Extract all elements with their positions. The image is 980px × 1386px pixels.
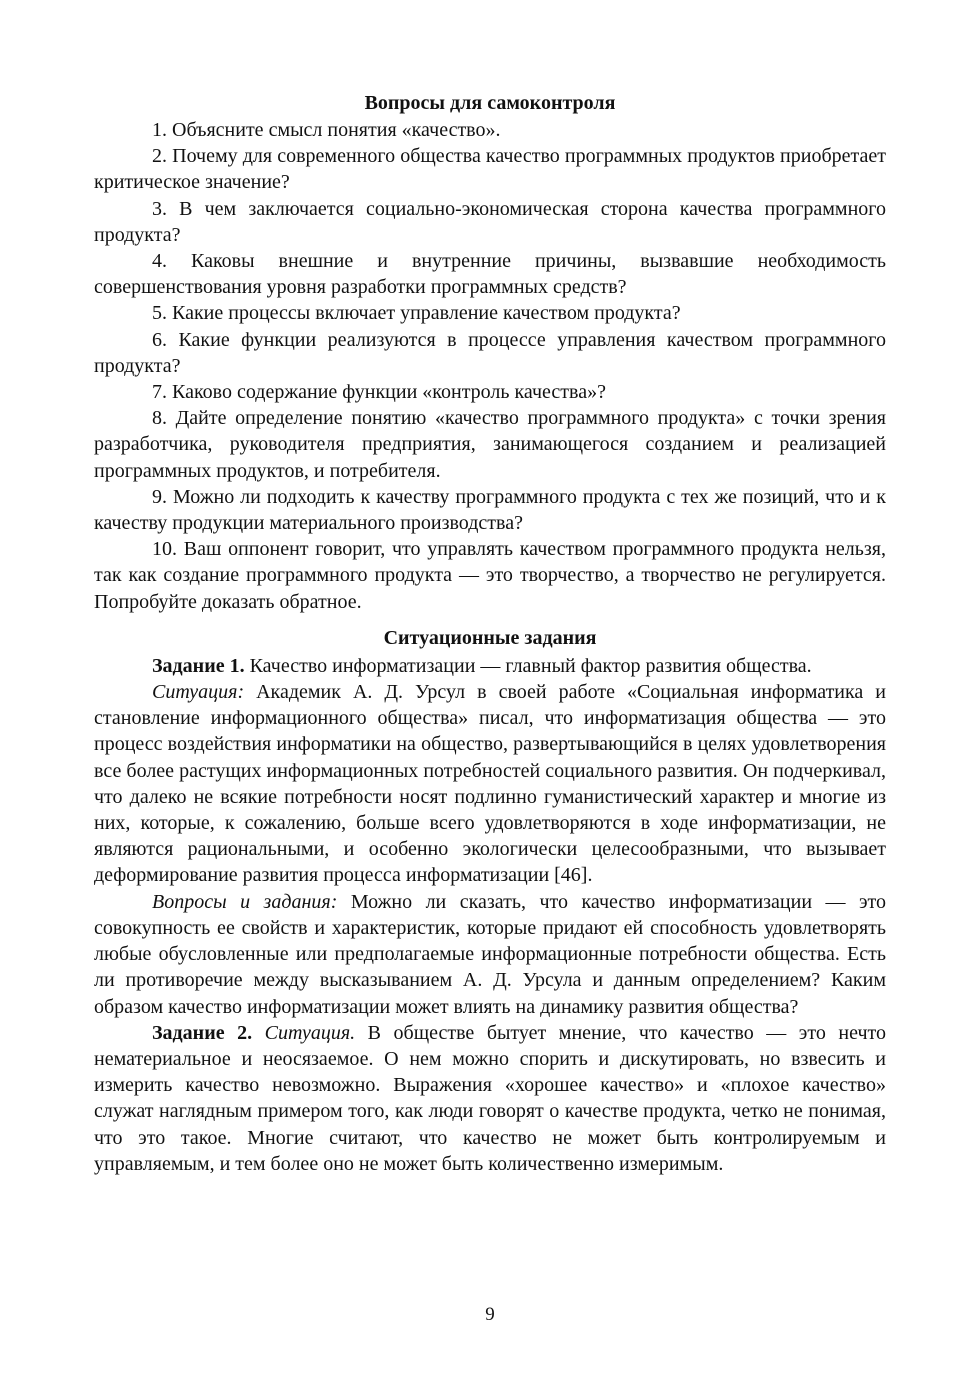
question-4: 4. Каковы внешние и внутренние причины, вызвавшие необходимость совершенствования уровня разработки программных средств? <box>94 250 886 299</box>
page-content <box>94 90 886 1177</box>
section-heading-self-control: Вопросы для самоконтроля <box>364 92 616 114</box>
task-1-questions <box>94 889 886 1020</box>
question-9: 9. Можно ли подходить к качеству программного продукта с тех же позиций, что и к качеству продукции материального производства? <box>94 485 886 535</box>
task-1-questions-label: Вопросы и задания: <box>152 890 338 913</box>
task-1-label: Задание 1. <box>152 654 245 677</box>
question-6: 6. Какие функции реализуются в процессе управления качеством программного продукта? <box>94 328 886 377</box>
task-1-situation-text: Академик А. Д. Урсул в своей работе «Социальная информатика и становление информационного общества» писал, что информатизация общества — это процесс воздействия информатики на общество, развертывающийся в целях удовлетворения все более растущих информационных потребностей социального развития. Он подчеркивал, что далеко не всякие потребности носят подлинно гуманистический характер и многие из них, которые, к сожалению, больше всего удовлетворяются в ходе информатизации, не являются рациональными, и особенно экологически целесообразными, что вызывает деформирование развития процесса информатизации [46]. <box>94 681 886 887</box>
page-number: 9 <box>485 1304 495 1325</box>
task-2 <box>94 1020 886 1177</box>
task-1-title <box>94 653 886 679</box>
task-1-questions-text: Можно ли сказать, что качество информатизации — это совокупность ее свойств и характеристик, которые придают ей способность удовлетворять любые обусловленные или предполагаемые информационные потребности общества. Есть ли противоречие между высказыванием А. Д. Урсула и данным определением? Каким образом качество информатизации может влиять на динамику развития общества? <box>94 890 887 1018</box>
question-2: 2. Почему для современного общества качество программных продуктов приобретает критическое значение? <box>94 145 886 194</box>
question-7: 7. Каково содержание функции «контроль качества»? <box>152 381 606 404</box>
section-heading-situational-tasks: Ситуационные задания <box>383 626 597 649</box>
question-8: 8. Дайте определение понятию «качество программного продукта» с точки зрения разработчика, руководителя предприятия, занимающегося созданием и реализацией программных продуктов, и потребителя. <box>94 407 886 482</box>
task-2-label: Задание 2. <box>152 1021 253 1044</box>
question-10: 10. Ваш оппонент говорит, что управлять качеством программного продукта нельзя, так как создание программного продукта — это творчество, а творчество не регулируется. Попробуйте доказать обратное. <box>94 538 886 613</box>
question-5: 5. Какие процессы включает управление качеством продукта? <box>152 302 681 325</box>
task-1-situation-label: Ситуация: <box>152 681 245 704</box>
question-1: 1. Объясните смысл понятия «качество». <box>152 119 501 141</box>
task-1-title-text: Качество информатизации — главный фактор развития общества. <box>244 654 812 677</box>
question-3: 3. В чем заключается социально-экономическая сторона качества программного продукта? <box>94 197 886 246</box>
task-1-situation <box>94 679 886 889</box>
task-2-situation-text: В обществе бытует мнение, что качество — это нечто нематериальное и неосязаемое. О нем можно спорить и дискутировать, но взвесить и измерить качество невозможно. Выражения «хорошее качество» и «плохое качество» служат наглядным примером того, как люди говорят о качестве продукта, четко не понимая, что это такое. Многие считают, что качество не может быть контролируемым и управляемым, и тем более оно не может быть количественно измеримым. <box>94 1021 886 1175</box>
task-2-situation-label: Ситуация. <box>264 1021 356 1044</box>
